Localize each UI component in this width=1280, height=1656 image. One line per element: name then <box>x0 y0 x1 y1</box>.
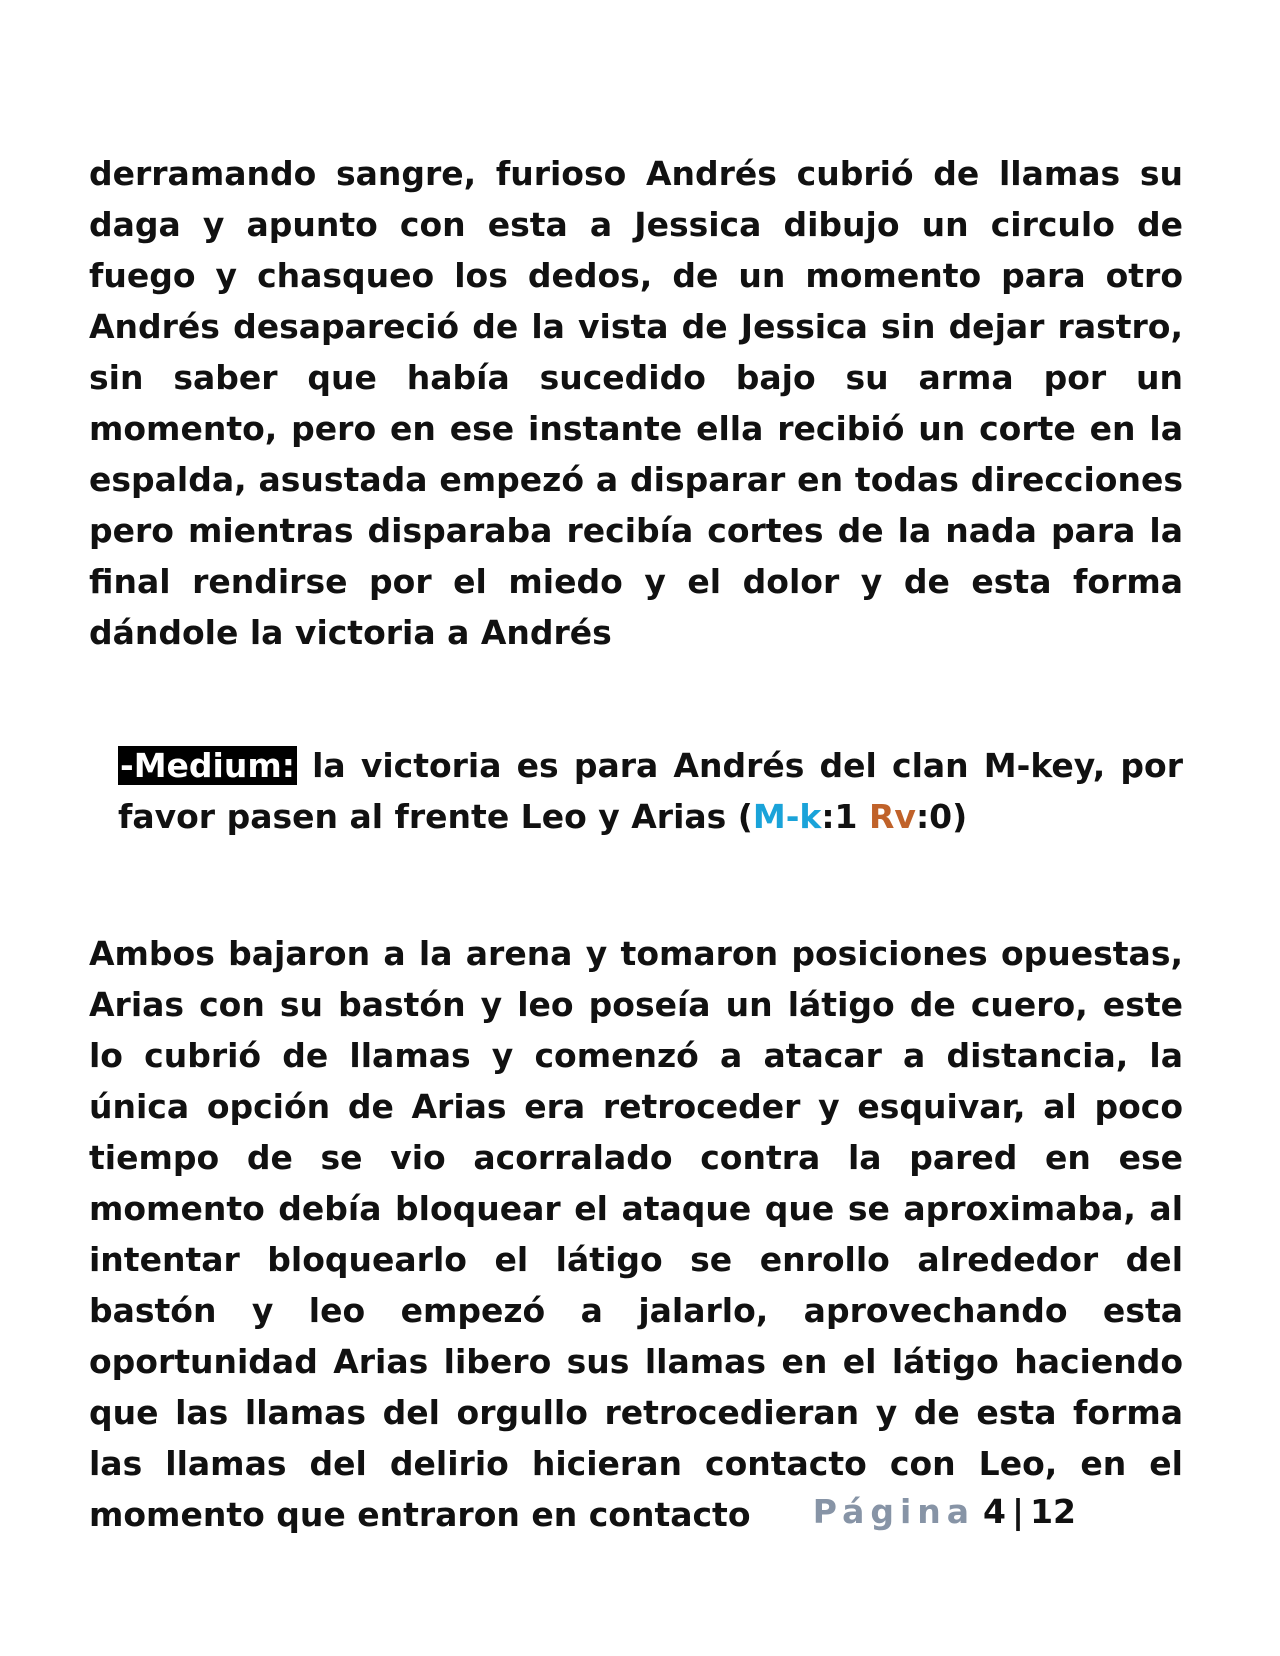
score-rv-label: Rv <box>869 797 916 836</box>
body-paragraph-2: Ambos bajaron a la arena y tomaron posiciones opuestas, Arias con su bastón y leo poseía un látigo de cuero, este lo cubrió de llamas y comenzó a atacar a distancia, la única opción de Arias era retroceder y esquivar, al poco tiempo de se vio acorralado contra la pared en ese momento debía bloquear el ataque que se aproximaba, al intentar bloquearlo el látigo se enrollo alrededor del bastón y leo empezó a jalarlo, aprovechando esta oportunidad Arias libero sus llamas en el látigo haciendo que las llamas del orgullo retrocedieran y de esta forma las llamas del delirio hicieran contacto con Leo, en el momento que entraron en contacto <box>89 934 1183 1534</box>
footer-total-pages: 12 <box>1030 1492 1076 1531</box>
score-mk-label: M-k <box>752 797 822 836</box>
page-footer <box>0 1492 1076 1532</box>
footer-page-label: Página <box>812 1492 976 1531</box>
score-rv-value: :0) <box>915 797 968 836</box>
speaker-label: -Medium: <box>120 746 295 785</box>
dialogue-text: la victoria es para Andrés del clan M-key, por favor pasen al frente Leo y Arias ( <box>118 746 1183 836</box>
dialogue-line <box>118 740 1183 842</box>
score-mk-value: :1 <box>821 797 870 836</box>
footer-separator: | <box>1012 1492 1025 1531</box>
body-paragraph-1: derramando sangre, furioso Andrés cubrió de llamas su daga y apunto con esta a Jessica dibujo un circulo de fuego y chasqueo los dedos, de un momento para otro Andrés desapareció de la vista de Jessica sin dejar rastro, sin saber que había sucedido bajo su arma por un momento, pero en ese instante ella recibió un corte en la espalda, asustada empezó a disparar en todas direcciones pero mientras disparaba recibía cortes de la nada para la final rendirse por el miedo y el dolor y de esta forma dándole la victoria a Andrés <box>89 154 1183 652</box>
footer-page-number: 4 <box>983 1492 1006 1531</box>
